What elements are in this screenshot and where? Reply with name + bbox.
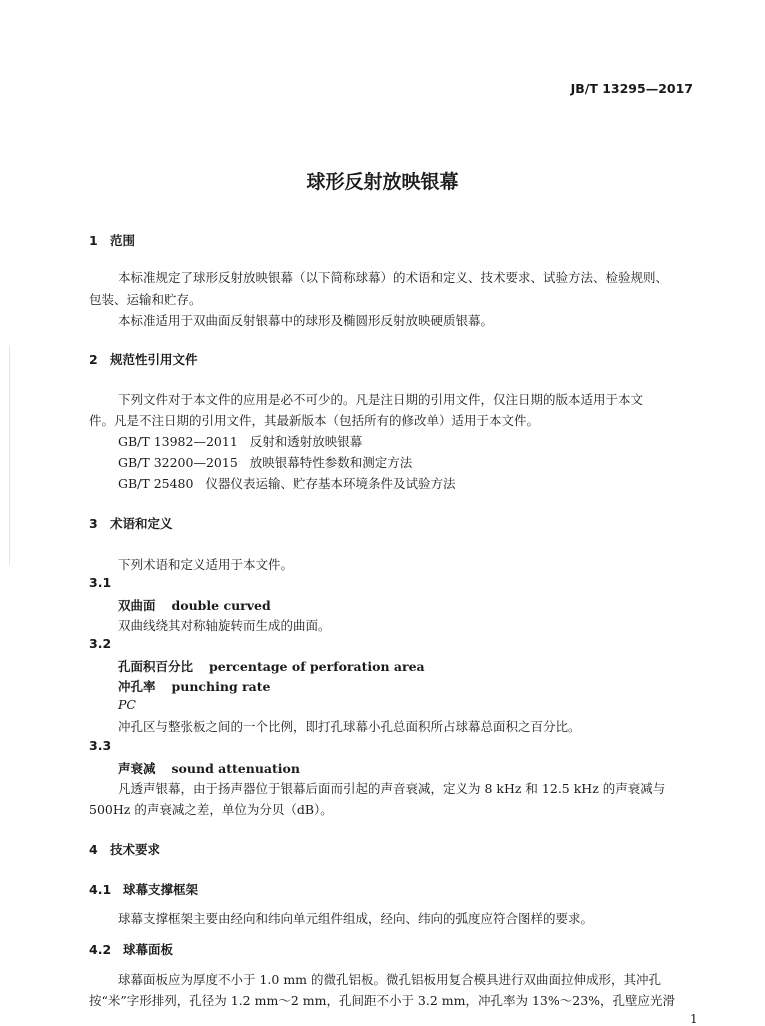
term-definition: 冲孔区与整张板之间的一个比例，即打孔球幕小孔总面积所占球幕总面积之百分比。: [118, 719, 581, 734]
term-en: sound attenuation: [171, 761, 300, 776]
paragraph: 球幕支撑框架主要由经向和纬向单元组件组成，经向、纬向的弧度应符合图样的要求。: [118, 911, 594, 926]
term-zh: 孔面积百分比: [118, 659, 194, 674]
paragraph: 包装、运输和贮存。: [89, 292, 202, 307]
term-zh: 冲孔率: [118, 679, 156, 694]
term-definition: 双曲线绕其对称轴旋转而生成的曲面。: [118, 618, 331, 633]
reference-title: 放映银幕特性参数和测定方法: [249, 455, 413, 470]
section-title: 规范性引用文件: [110, 352, 198, 367]
section-number: 1: [89, 233, 98, 248]
section-3-heading: [89, 514, 173, 532]
paragraph: 本标准适用于双曲面反射银幕中的球形及椭圆形反射放映硬质银幕。: [118, 313, 494, 328]
reference-item: [118, 432, 362, 450]
subsection-title: 球幕支撑框架: [123, 882, 199, 897]
standard-number: JB/T 13295—2017: [570, 81, 693, 96]
subsection-title: 球幕面板: [123, 942, 174, 957]
subsection-number: 4.1: [89, 882, 112, 897]
term-entry-synonym: [118, 677, 270, 695]
paragraph: 下列术语和定义适用于本文件。: [118, 557, 294, 572]
term-definition: 凡透声银幕，由于扬声器位于银幕后面而引起的声音衰减，定义为 8 kHz 和 12.5 kHz 的声衰减与: [118, 781, 666, 796]
clause-number: 3.2: [89, 636, 112, 651]
term-entry: [118, 657, 425, 675]
reference-code: GB/T 32200—2015: [118, 455, 238, 470]
subsection-number: 4.2: [89, 942, 112, 957]
reference-item: [118, 453, 412, 471]
clause-number: 3.1: [89, 575, 112, 590]
term-en: percentage of perforation area: [209, 659, 425, 674]
subsection-4-2-heading: [89, 940, 173, 958]
clause-number: 3.3: [89, 738, 112, 753]
section-1-heading: [89, 231, 135, 249]
term-entry: [118, 596, 271, 614]
reference-title: 反射和透射放映银幕: [249, 434, 363, 449]
paragraph: 按“米”字形排列，孔径为 1.2 mm～2 mm，孔间距不小于 3.2 mm，冲孔率为 13%～23%，孔壁应光滑: [89, 993, 676, 1008]
scan-artifact: [9, 345, 10, 565]
reference-code: GB/T 25480: [118, 476, 194, 491]
page-number: 1: [690, 1012, 698, 1026]
term-entry: [118, 759, 300, 777]
section-title: 术语和定义: [110, 516, 173, 531]
paragraph: 球幕面板应为厚度不小于 1.0 mm 的微孔铝板。微孔铝板用复合模具进行双曲面拉伸成形，其冲孔: [118, 972, 662, 987]
term-zh: 声衰减: [118, 761, 156, 776]
section-number: 2: [89, 352, 98, 367]
reference-code: GB/T 13982—2011: [118, 434, 238, 449]
document-title: 球形反射放映银幕: [306, 171, 459, 193]
paragraph: 件。凡是不注日期的引用文件，其最新版本（包括所有的修改单）适用于本文件。: [89, 413, 540, 428]
term-en: double curved: [171, 598, 271, 613]
subsection-4-1-heading: [89, 880, 198, 898]
term-en: punching rate: [171, 679, 271, 694]
section-2-heading: [89, 350, 198, 368]
paragraph: 下列文件对于本文件的应用是必不可少的。凡是注日期的引用文件，仅注日期的版本适用于本文: [118, 392, 644, 407]
term-abbreviation: PC: [118, 697, 136, 712]
section-title: 技术要求: [110, 842, 161, 857]
reference-item: [118, 474, 455, 492]
section-number: 4: [89, 842, 98, 857]
paragraph: 本标准规定了球形反射放映银幕（以下简称球幕）的术语和定义、技术要求、试验方法、检验规则、: [118, 270, 669, 285]
term-definition: 500Hz 的声衰减之差，单位为分贝（dB）。: [89, 802, 333, 817]
term-zh: 双曲面: [118, 598, 156, 613]
section-4-heading: [89, 840, 160, 858]
section-title: 范围: [110, 233, 136, 248]
section-number: 3: [89, 516, 98, 531]
reference-title: 仪器仪表运输、贮存基本环境条件及试验方法: [205, 476, 456, 491]
